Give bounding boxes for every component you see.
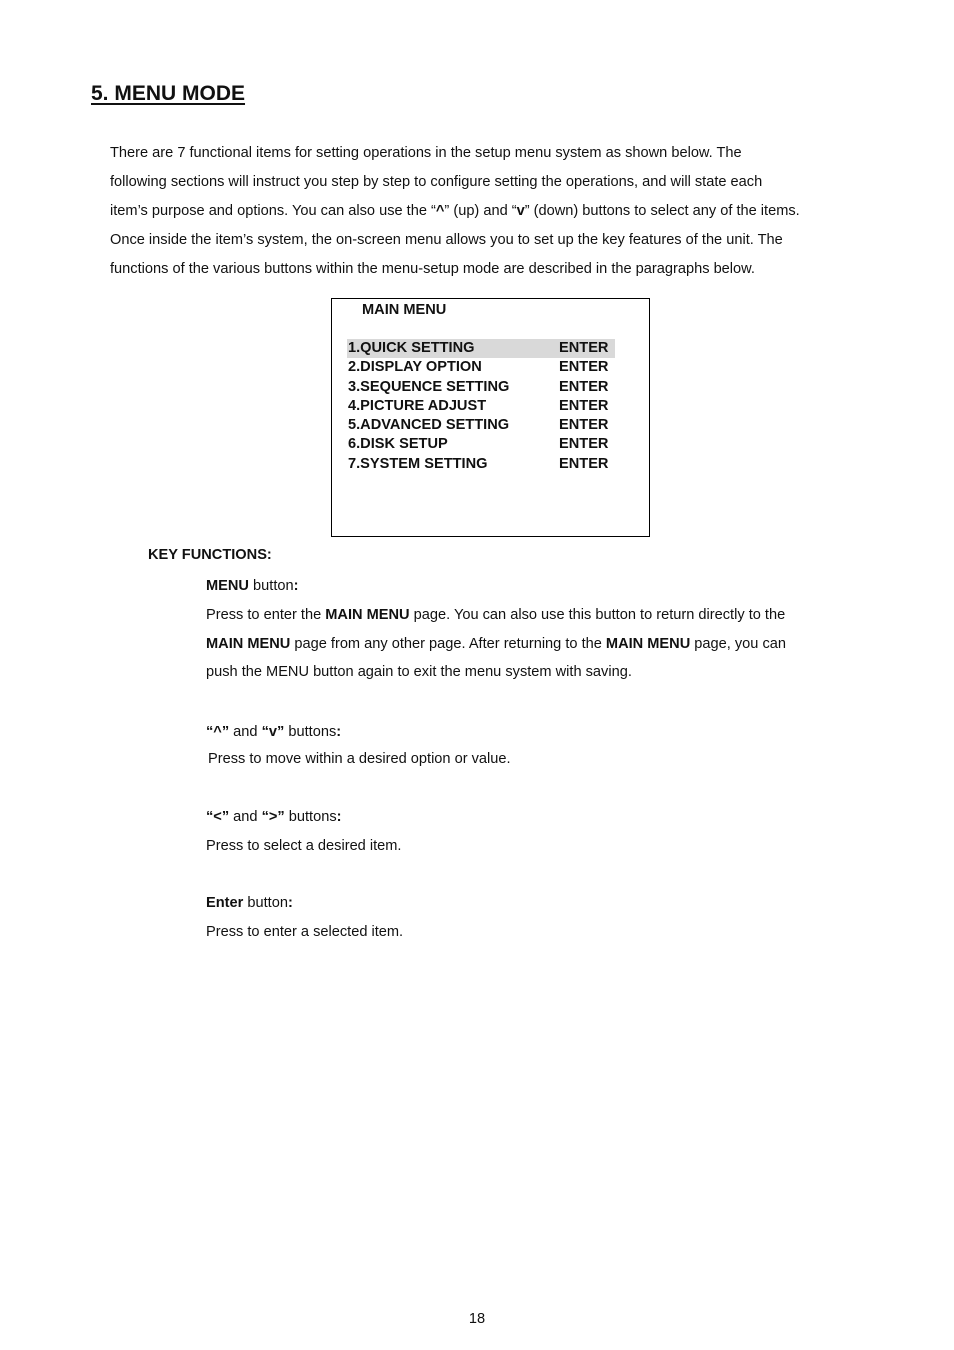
and-text: and [229, 724, 262, 740]
menu-item-system-setting[interactable] [347, 455, 615, 474]
menu-item-action: ENTER [559, 397, 609, 414]
menu-item-action: ENTER [559, 455, 609, 472]
menu-button-name: MENU [206, 578, 249, 594]
down-symbol: v [516, 203, 525, 219]
intro-line-3-end: ” (down) buttons to select any of the items. [524, 203, 800, 219]
intro-line-1: There are 7 functional items for setting operations in the setup menu system as shown below. The [110, 145, 742, 161]
menu-item-action: ENTER [559, 359, 609, 376]
menu-item-action: ENTER [559, 378, 609, 395]
section-title: 5. MENU MODE [91, 82, 246, 105]
intro-line-4: Once inside the item’s system, the on-screen menu allows you to set up the key features of the unit. The [110, 232, 783, 248]
desc-text: page. You can also use this button to return directly to the [409, 607, 786, 623]
menu-item-label: 3.SEQUENCE SETTING [348, 378, 510, 395]
intro-line-5: functions of the various buttons within the menu-setup mode are described in the paragraphs below. [110, 261, 755, 277]
up-symbol: ^ [435, 203, 445, 219]
leftright-buttons-desc: Press to select a desired item. [206, 838, 402, 854]
menu-item-display-option[interactable] [347, 358, 615, 377]
main-menu-ref: MAIN MENU [605, 636, 691, 652]
menu-button-heading [206, 572, 299, 601]
menu-button-desc-line-1 [206, 601, 785, 630]
menu-button-desc-line-3: push the MENU button again to exit the menu system with saving. [206, 664, 632, 680]
main-menu-screen [331, 298, 650, 537]
down-key-symbol: “v” [261, 724, 285, 740]
menu-item-action: ENTER [559, 436, 609, 453]
enter-button-suffix: button [243, 895, 288, 911]
heading-colon: : [287, 895, 293, 911]
intro-line-3 [110, 197, 880, 226]
menu-item-label: 7.SYSTEM SETTING [348, 455, 488, 472]
heading-colon: : [336, 724, 342, 740]
and-text: and [229, 809, 262, 825]
menu-item-advanced-setting[interactable] [347, 416, 615, 435]
menu-button-suffix: button [248, 578, 294, 594]
menu-item-label: 5.ADVANCED SETTING [348, 417, 510, 434]
buttons-suffix: buttons [284, 809, 337, 825]
menu-item-disk-setup[interactable] [347, 435, 615, 454]
intro-line-3-start: item’s purpose and options. You can also use the “ [110, 203, 436, 219]
menu-item-action: ENTER [559, 340, 609, 356]
intro-line-2: following sections will instruct you step by step to configure setting the operations, and will state each [110, 174, 763, 190]
desc-text: Press to enter the [206, 607, 326, 623]
main-menu-list [347, 339, 615, 474]
up-key-symbol: “^” [206, 724, 230, 740]
menu-item-quick-setting[interactable] [347, 339, 615, 358]
page-number: 18 [468, 1311, 486, 1327]
menu-item-label: 2.DISPLAY OPTION [348, 359, 482, 376]
enter-button-heading [206, 889, 293, 918]
menu-button-desc-line-2 [206, 630, 786, 659]
right-key-symbol: “>” [261, 809, 285, 825]
enter-button-name: Enter [206, 895, 244, 911]
menu-item-picture-adjust[interactable] [347, 397, 615, 416]
menu-item-label: 1.QUICK SETTING [348, 340, 475, 356]
main-menu-title: MAIN MENU [362, 302, 447, 318]
leftright-buttons-heading [206, 803, 342, 832]
key-functions-heading: KEY FUNCTIONS: [148, 547, 272, 563]
updown-buttons-heading [206, 718, 341, 747]
heading-colon: : [336, 809, 342, 825]
desc-text: page, you can [690, 636, 786, 652]
menu-item-label: 6.DISK SETUP [348, 436, 448, 453]
left-key-symbol: “<” [206, 809, 230, 825]
menu-item-action: ENTER [559, 417, 609, 434]
menu-item-label: 4.PICTURE ADJUST [348, 397, 487, 414]
main-menu-ref: MAIN MENU [325, 607, 410, 623]
menu-button-colon: : [293, 578, 299, 594]
updown-buttons-desc: Press to move within a desired option or value. [208, 751, 511, 767]
buttons-suffix: buttons [284, 724, 337, 740]
menu-item-sequence-setting[interactable] [347, 378, 615, 397]
intro-line-3-mid: ” (up) and “ [444, 203, 517, 219]
desc-text: page from any other page. After returning to the [290, 636, 606, 652]
enter-button-desc: Press to enter a selected item. [206, 924, 404, 940]
main-menu-ref: MAIN MENU [206, 636, 291, 652]
intro-paragraph [110, 139, 880, 284]
